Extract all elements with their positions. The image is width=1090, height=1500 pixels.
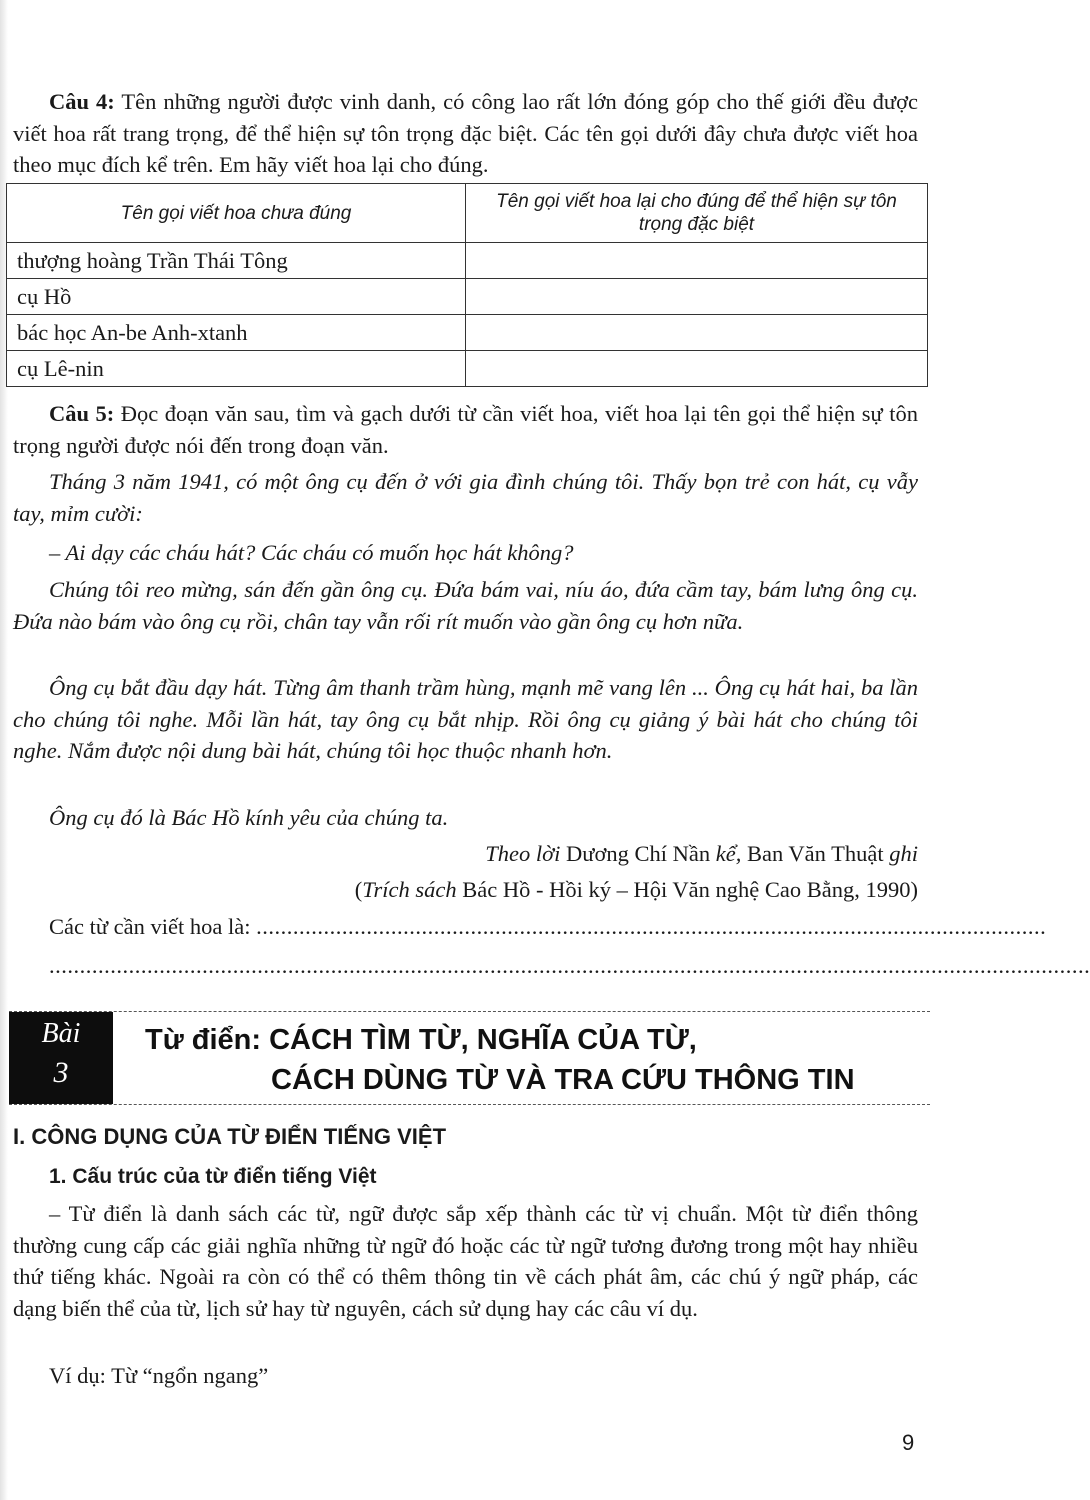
example-line: Ví dụ: Từ “ngổn ngang” <box>49 1363 269 1388</box>
lesson-label: Bài <box>41 1018 81 1049</box>
incorrect-name-cell: cụ Hồ <box>7 279 466 315</box>
source-italic: kể, <box>715 841 742 866</box>
table-row <box>7 243 928 279</box>
answer-cell[interactable] <box>466 243 928 279</box>
answer-cell[interactable] <box>466 351 928 387</box>
question-4-text: Tên những người được vinh danh, có công lao rất lớn đóng góp cho thế giới đều được viết hoa rất trang trọng, để thể hiện sự tôn trọng đặc biệt. Các tên gọi dưới đây chưa được viết hoa theo mục đích kể trên. Em hãy viết hoa lại cho đúng. <box>13 89 918 177</box>
table-row <box>7 279 928 315</box>
source-text: Bác Hồ - Hồi ký – Hội Văn nghệ Cao Bằng, 1990) <box>456 877 918 902</box>
passage-paragraph: Tháng 3 năm 1941, có một ông cụ đến ở với gia đình chúng tôi. Thấy bọn trẻ con hát, cụ vẫy tay, mỉm cười: <box>13 469 918 526</box>
passage-source-author <box>13 838 918 870</box>
lesson-number-box <box>9 1012 113 1104</box>
source-italic: ghi <box>889 841 918 866</box>
source-italic: Trích sách <box>362 877 457 902</box>
incorrect-name-cell: cụ Lê-nin <box>7 351 466 387</box>
source-text: Ban Văn Thuật <box>741 841 890 866</box>
table-header-row <box>7 184 928 243</box>
table-row <box>7 351 928 387</box>
section-paragraph: – Từ điển là danh sách các từ, ngữ được sắp xếp thành các từ vị chuẩn. Một từ điển thông thường cung cấp các giải nghĩa những từ ngữ đó hoặc các từ ngữ tương đương trong một hay nhiều thứ tiếng khác. Ngoài ra còn có thể có thêm thông tin về cách phát âm, các chú ý ngữ pháp, các dạng biến thể của từ, lịch sử hay từ nguyên, cách sử dụng hay các câu ví dụ. <box>13 1201 918 1321</box>
question-5-label: Câu 5: <box>49 401 115 426</box>
lesson-number: 3 <box>53 1056 69 1089</box>
column-header-incorrect: Tên gọi viết hoa chưa đúng <box>7 184 466 243</box>
subsection-heading: 1. Cấu trúc của từ điển tiếng Việt <box>49 1165 377 1188</box>
incorrect-name-cell: bác học An-be Anh-xtanh <box>7 315 466 351</box>
passage-paragraph: Chúng tôi reo mừng, sán đến gần ông cụ. Đứa bám vai, níu áo, đứa cầm tay, bám lưng ông cụ. Đứa nào bám vào ông cụ rồi, chân tay vẫn rối rít muốn vào gần ông cụ hơn nữa. <box>13 577 918 634</box>
banner-bottom-divider <box>9 1104 930 1105</box>
passage-source-book <box>13 874 918 906</box>
passage-paragraph: – Ai dạy các cháu hát? Các cháu có muốn học hát không? <box>49 540 574 565</box>
table-row <box>7 315 928 351</box>
question-5-prompt <box>13 398 918 461</box>
question-4-table <box>6 183 928 387</box>
lesson-title-line-1: Từ điển: CÁCH TÌM TỪ, NGHĨA CỦA TỪ, <box>145 1024 697 1056</box>
source-text: Dương Chí Nần <box>560 841 716 866</box>
lesson-title-line-2: CÁCH DÙNG TỪ VÀ TRA CỨU THÔNG TIN <box>271 1064 855 1096</box>
question-4-prompt <box>13 86 918 181</box>
passage-paragraph: Ông cụ bắt đầu dạy hát. Từng âm thanh trầm hùng, mạnh mẽ vang lên ... Ông cụ hát hai, ba lần cho chúng tôi nghe. Mỗi lần hát, tay ông cụ bắt nhịp. Rồi ông cụ giảng ý bài hát cho chúng tôi nghe. Nắm được nội dung bài hát, chúng tôi học thuộc nhanh hơn. <box>13 675 918 763</box>
answer-line-1[interactable] <box>49 911 1047 943</box>
passage-paragraph: Ông cụ đó là Bác Hồ kính yêu của chúng ta. <box>49 805 449 830</box>
answer-line-2[interactable] <box>49 950 1090 982</box>
question-5-text: Đọc đoạn văn sau, tìm và gạch dưới từ cần viết hoa, viết hoa lại tên gọi thể hiện sự tôn trọng người được nói đến trong đoạn văn. <box>13 401 918 458</box>
incorrect-name-cell: thượng hoàng Trần Thái Tông <box>7 243 466 279</box>
question-4-label: Câu 4: <box>49 89 115 114</box>
answer-cell[interactable] <box>466 315 928 351</box>
source-italic: Theo lời <box>485 841 561 866</box>
column-header-corrected: Tên gọi viết hoa lại cho đúng để thể hiện sự tôn trọng đặc biệt <box>466 184 928 243</box>
section-heading: I. CÔNG DỤNG CỦA TỪ ĐIỂN TIẾNG VIỆT <box>13 1124 447 1149</box>
banner-top-divider <box>9 1011 930 1012</box>
answer-dots: ................................................................................................................................. <box>256 914 1047 939</box>
answer-label: Các từ cần viết hoa là: <box>49 914 251 939</box>
answer-dots: .......................................................................................................................................................................... <box>49 953 1090 978</box>
source-text: ( <box>354 877 363 902</box>
answer-cell[interactable] <box>466 279 928 315</box>
page-number: 9 <box>902 1430 915 1455</box>
